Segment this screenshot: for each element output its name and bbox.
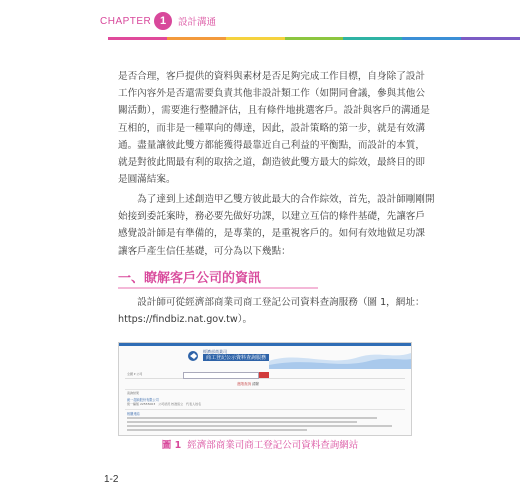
- footer-related-link[interactable]: 相關連結: [127, 412, 140, 416]
- search-input[interactable]: [183, 372, 259, 379]
- figure-caption-label: 圖 1: [161, 440, 182, 451]
- paragraph-line: 是否合理，客戶提供的資料與素材是否足夠完成工作目標，自身除了設計: [118, 71, 425, 82]
- site-top-bar: [119, 343, 411, 346]
- site-name-line-1: 經濟部商業司: [203, 349, 227, 354]
- ministry-logo-icon: [187, 350, 201, 362]
- chapter-title: 設計溝通: [178, 17, 217, 28]
- footer-divider: [125, 409, 405, 410]
- body-paragraph-3: [118, 294, 425, 328]
- paragraph-line: 為了達到上述創造甲乙雙方彼此最大的合作綜效，首先，設計師剛剛開: [118, 194, 435, 205]
- company-result-link[interactable]: 統一超商股份有限公司: [127, 398, 159, 402]
- footer-text-line: [127, 421, 357, 423]
- figure-website-screenshot: [118, 342, 412, 436]
- paragraph-line: 設計師可從經濟部商業司商工登記公司資料查詢服務（圖 1，網址：: [118, 297, 425, 308]
- search-button[interactable]: [259, 372, 269, 378]
- footer-text-line: [127, 429, 307, 431]
- paragraph-line: 始接到委託案時，務必要先做好功課，以建立互信的條件基礎，先讓客戶: [118, 211, 425, 223]
- search-scope-select[interactable]: 全國 ▾ 公司: [127, 372, 143, 376]
- page-number: 1-2: [104, 474, 119, 485]
- section-heading: 一、瞭解客戶公司的資訊: [118, 271, 262, 286]
- paragraph-line: 是圓滿結案。: [118, 174, 176, 186]
- chapter-number-badge: 1: [154, 12, 172, 30]
- rainbow-segment: [343, 37, 402, 40]
- rainbow-stripe: [108, 37, 520, 40]
- results-divider: [125, 389, 405, 390]
- rainbow-segment: [402, 37, 461, 40]
- company-result-detail: 統一編號 22555003 公司狀況 核准設立 代表人姓名: [127, 402, 202, 406]
- chapter-label: CHAPTER: [100, 16, 152, 27]
- body-paragraph-2: [118, 191, 435, 260]
- advanced-search-button[interactable]: 進階查詢: [237, 382, 251, 386]
- rainbow-segment: [226, 37, 285, 40]
- footer-text-line: [127, 417, 377, 419]
- paragraph-line: 通。盡量讓彼此雙方都能獲得最靠近自己利益的平衡點，而設計的本質，: [118, 139, 425, 151]
- paragraph-line: 關活動），需要進行整體評估，且有條件地挑選客戶。設計與客戶的溝通是: [118, 105, 430, 117]
- paragraph-line: 讓客戶產生信任基礎，可分為以下幾點：: [118, 245, 291, 257]
- clear-button[interactable]: 清除: [252, 382, 260, 386]
- results-label: 查詢結果: [127, 391, 140, 395]
- header-wave-graphic: [269, 347, 411, 369]
- site-name-line-2: 商工登記公示資料查詢服務: [203, 354, 269, 361]
- section-underline: [118, 287, 318, 289]
- search-action-row: [237, 382, 259, 387]
- paragraph-line: 互相的，而非是一種單向的傳達，因此，設計策略的第一步，就是有效溝: [118, 122, 425, 134]
- rainbow-segment: [285, 37, 344, 40]
- rainbow-segment: [108, 37, 167, 40]
- paragraph-line: 就是對彼此間最有利的取捨之道，創造彼此雙方最大的綜效，最終目的即: [118, 156, 425, 168]
- rainbow-segment: [167, 37, 226, 40]
- rainbow-segment: [461, 37, 520, 40]
- paragraph-line: 感覺設計師是有準備的，是專業的，是重視客戶的。如何有效地做足功課: [118, 228, 425, 240]
- footer-text-line: [127, 425, 392, 427]
- paragraph-line: 工作內容外是否還需要負責其他非設計類工作（如開同會議，參與其他公: [118, 88, 425, 100]
- figure-caption: [0, 437, 520, 451]
- body-paragraph-1: [118, 68, 430, 188]
- figure-caption-text: 經濟部商業司商工登記公司資料查詢網站: [187, 440, 359, 451]
- paragraph-line: https://findbiz.nat.gov.tw）。: [118, 314, 253, 326]
